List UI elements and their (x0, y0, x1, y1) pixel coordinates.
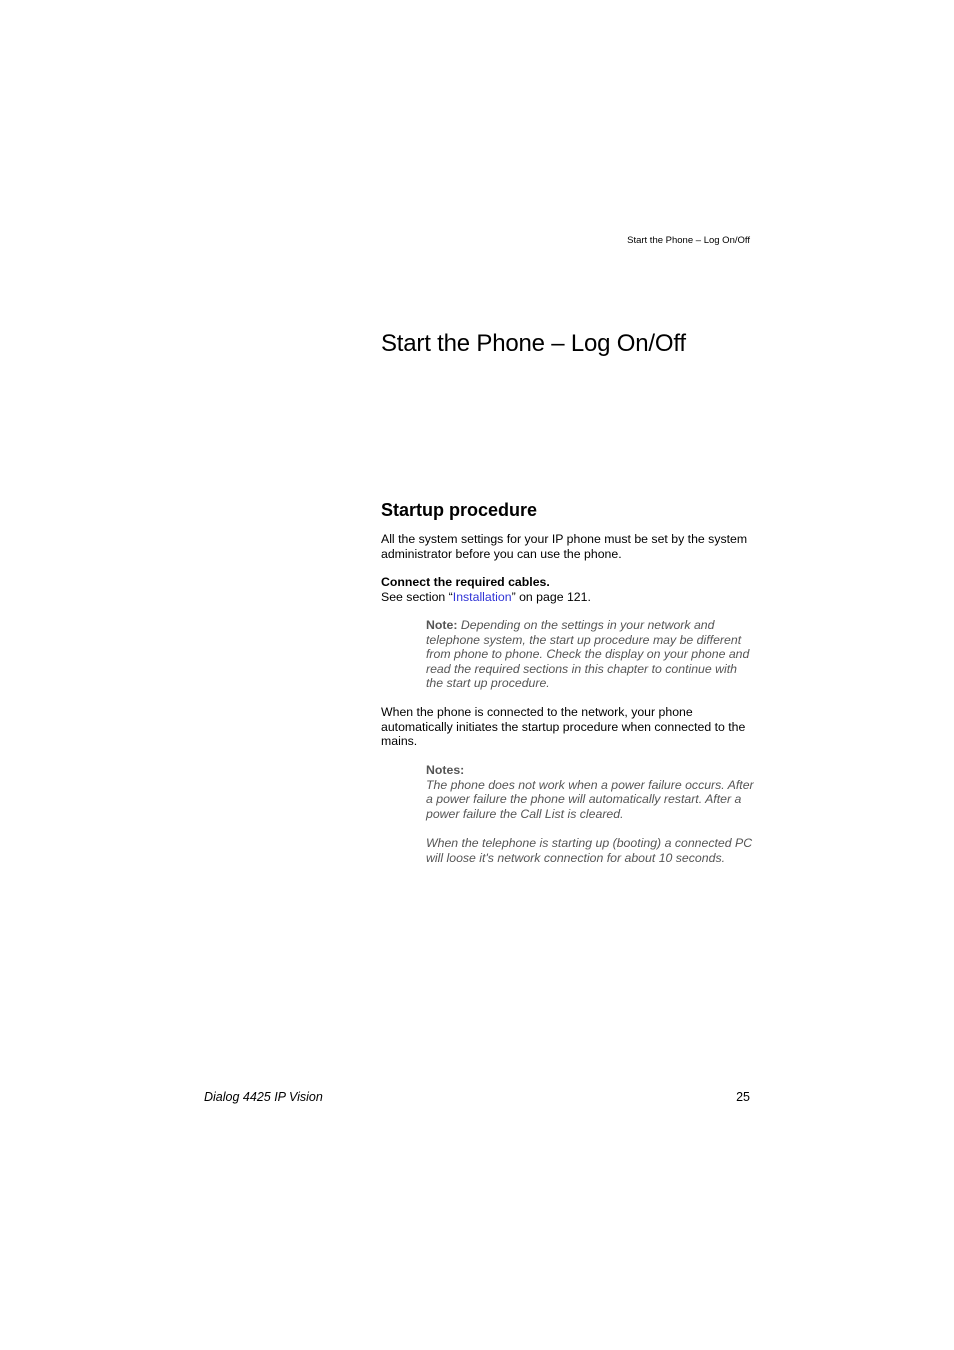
note-text: Depending on the settings in your network and telephone system, the start up procedure may be different from phone to phone. Check the display on your phone and read the required sections in this chapter to continue with the start up procedure. (426, 618, 750, 691)
installation-link[interactable]: Installation (452, 589, 512, 604)
section-title: Startup procedure (381, 500, 538, 520)
notes-block (426, 763, 756, 865)
see-prefix: See section “ (381, 589, 453, 604)
connect-cables-block (381, 575, 753, 604)
see-section-line (381, 590, 753, 605)
note-label: Note: (426, 618, 458, 632)
chapter-title: Start the Phone – Log On/Off (381, 330, 686, 357)
notes-paragraph-1: The phone does not work when a power failure occurs. After a power failure the phone will automatically restart. After a power failure the Call List is cleared. (426, 777, 754, 821)
notes-label: Notes: (426, 763, 465, 777)
note-block (426, 618, 756, 691)
intro-paragraph: All the system settings for your IP phone must be set by the system administrator before you can use the phone. (381, 532, 748, 561)
network-paragraph: When the phone is connected to the network, your phone automatically initiates the startup procedure when connected to the mains. (381, 705, 746, 749)
see-suffix: ” on page 121. (511, 589, 591, 604)
connect-cables-heading: Connect the required cables. (381, 575, 550, 589)
footer-page-number: 25 (736, 1090, 750, 1104)
footer-product-name: Dialog 4425 IP Vision (204, 1090, 323, 1104)
notes-paragraph-2: When the telephone is starting up (booting) a connected PC will loose it's network connection for about 10 seconds. (426, 835, 753, 865)
running-header: Start the Phone – Log On/Off (627, 235, 750, 246)
